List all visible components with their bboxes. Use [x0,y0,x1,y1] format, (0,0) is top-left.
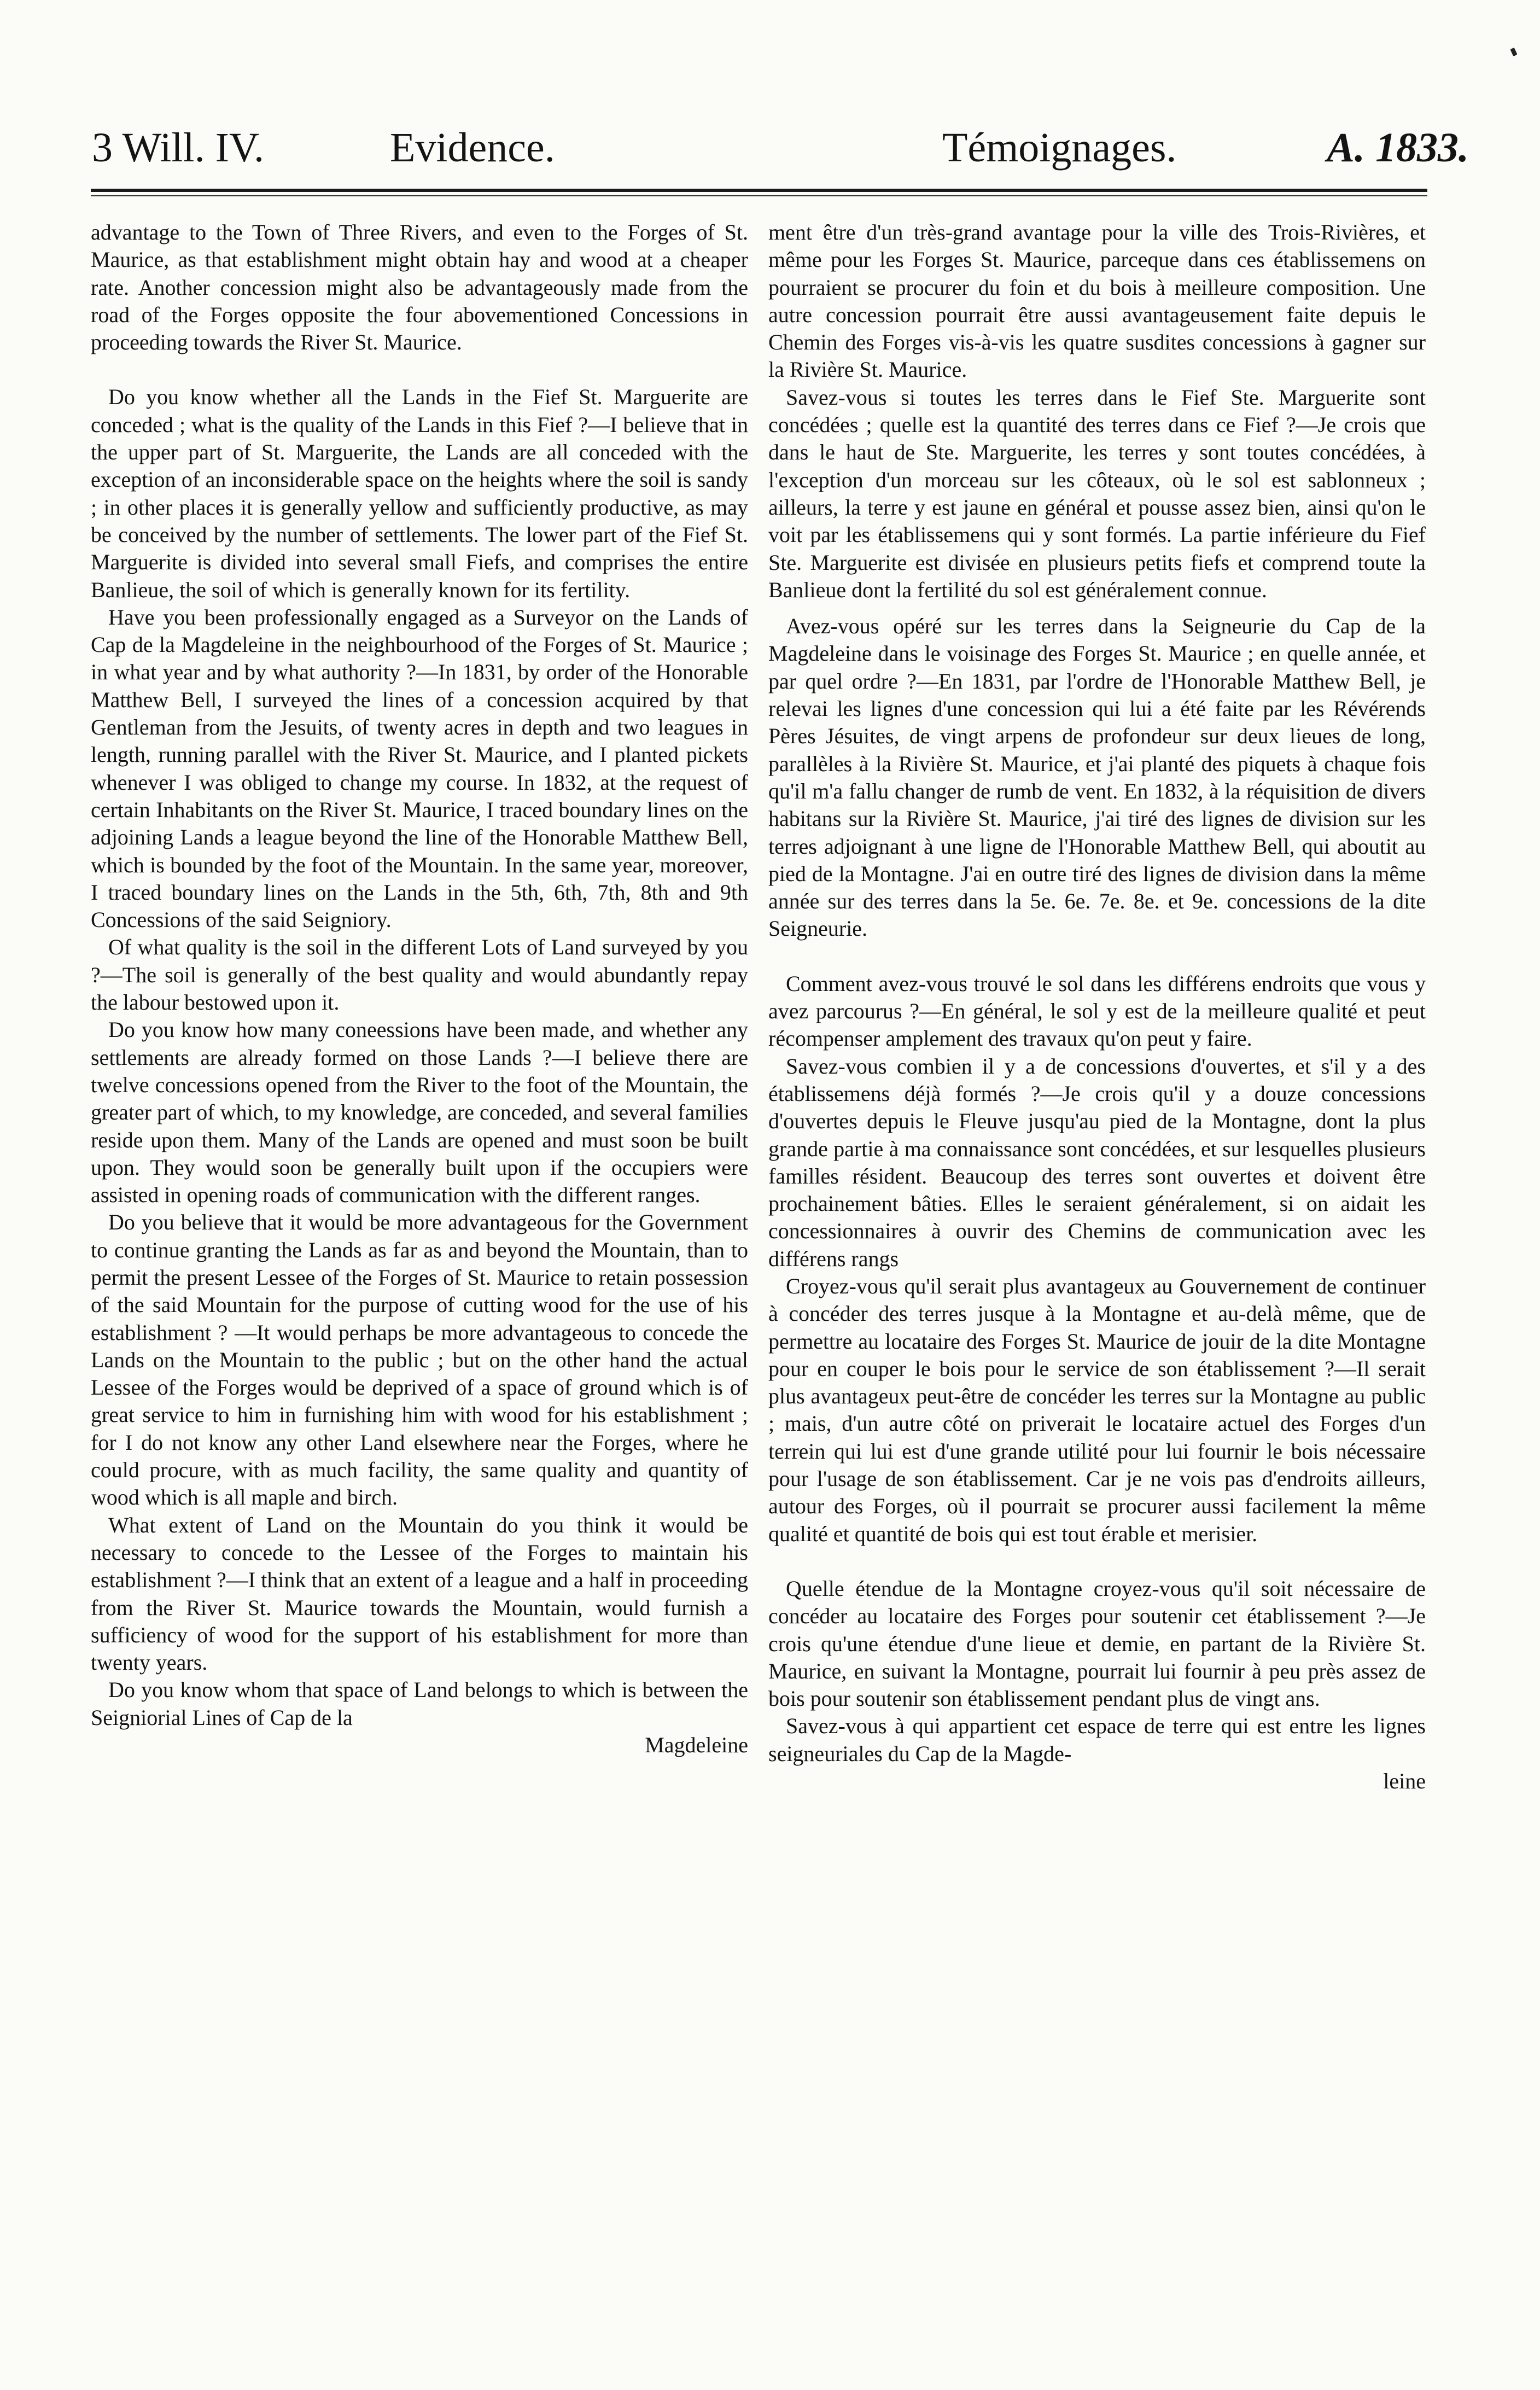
french-paragraph: Croyez-vous qu'il serait plus avantageux au Gouvernement de continuer à concéder des terres jusque à la Montagne et au-delà même, que de permettre au locataire des Forges St. Maurice de jouir de la dite Montagne pour en couper le bois pour le service de son établissement ?—Il serait plus avantageux peut-être de concéder les terres sur la Montagne au public ; mais, d'un autre côté on priverait le locataire actuel des Forges d'un terrein qui lui est d'une grande utilité pour lui fournir le bois nécessaire pour l'usage de son établissement. Car je ne vois pas d'endroits ailleurs, autour des Forges, où il pourrait se procurer aussi facilement la même qualité et quantité de bois qui est tout érable et merisier. [768,1273,1426,1546]
corner-ink-mark [1510,48,1517,56]
french-catchword: leine [1383,1769,1426,1794]
french-column [768,219,1426,1795]
english-column [91,219,748,1759]
english-paragraph: Of what quality is the soil in the different Lots of Land surveyed by you ?—The soil is generally of the best quality and would abundantly repay the labour bestowed upon it. [91,935,748,1015]
header-evidence: Evidence. [390,125,555,171]
english-paragraph: Do you know whether all the Lands in the Fief St. Marguerite are conceded ; what is the quality of the Lands in this Fief ?—I believe that in the upper part of St. Marguerite, the Lands are all conceded with the exception of an inconsiderable space on the heights where the soil is sandy ; in other places it is generally yellow and sufficiently productive, as may be conceived by the number of settlements. The lower part of the Fief St. Marguerite is divided into several small Fiefs, and comprises the entire Banlieue, the soil of which is generally known for its fertility. [91,384,748,602]
english-paragraph: Do you believe that it would be more advantageous for the Government to continue granting the Lands as far as and beyond the Mountain, than to permit the present Lessee of the Forges of St. Maurice to retain possession of the said Mountain for the purpose of cutting wood for the use of his establishment ? —It would perhaps be more advantageous to concede the Lands on the Mountain to the public ; but on the other hand the actual Lessee of the Forges would be deprived of a space of ground which is of great service to him in furnishing him with wood for his establishment ; for I do not know any other Land elsewhere near the Forges, where he could procure, with as much facility, the same quality and quantity of wood which is all maple and birch. [91,1210,748,1510]
english-catchword: Magdeleine [645,1733,748,1758]
header-year: A. 1833. [1327,125,1469,171]
english-paragraph: advantage to the Town of Three Rivers, and even to the Forges of St. Maurice, as that establishment might obtain hay and wood at a cheaper rate. Another concession might also be advantageously made from the road of the Forges opposite the four abovementioned Concessions in proceeding towards the River St. Maurice. [91,220,748,355]
english-paragraph: Have you been professionally engaged as a Surveyor on the Lands of Cap de la Magdeleine in the neighbourhood of the Forges of St. Maurice ; in what year and by what authority ?—In 1831, by order of the Honorable Matthew Bell, I surveyed the lines of a concession acquired by that Gentleman from the Jesuits, of twenty acres in depth and two leagues in length, running parallel with the River St. Maurice, and I planted pickets whenever I was obliged to change my course. In 1832, at the request of certain Inhabitants on the River St. Maurice, I traced boundary lines on the adjoining Lands a league beyond the line of the Honorable Matthew Bell, which is bounded by the foot of the Mountain. In the same year, moreover, I traced boundary lines on the Lands in the 5th, 6th, 7th, 8th and 9th Concessions of the said Seigniory. [91,604,748,932]
header-rule-thin [91,195,1427,196]
english-paragraph: Do you know whom that space of Land belongs to which is between the Seigniorial Lines of Cap de la [91,1677,748,1730]
french-paragraph: Savez-vous à qui appartient cet espace de terre qui est entre les lignes seigneuriales du Cap de la Magde- [768,1713,1426,1766]
french-paragraph: Savez-vous combien il y a de concessions d'ouvertes, et s'il y a des établissemens déjà formés ?—Je crois qu'il y a douze concessions d'ouvertes depuis le Fleuve jusqu'au pied de la Montagne, dont la plus grande partie à ma connaissance sont concédées, et sur lesquelles plusieurs familles résident. Beaucoup des terres sont ouvertes et doivent être prochainement bâties. Elles le seraient généralement, si on aidait les concessionnaires à ouvrir des Chemins de communication avec les différens rangs [768,1053,1426,1271]
french-paragraph: Avez-vous opéré sur les terres dans la Seigneurie du Cap de la Magdeleine dans le voisinage des Forges St. Maurice ; en quelle année, et par quel ordre ?—En 1831, par l'ordre de l'Honorable Matthew Bell, je relevai les lignes d'une concession qui lui a été faite par les Révérends Pères Jésuites, de vingt arpens de profondeur sur deux lieues de long, parallèles à la Rivière St. Maurice, et j'ai planté des piquets à chaque fois qu'il m'a fallu changer de rumb de vent. En 1832, à la réquisition de divers habitans sur la Rivière St. Maurice, j'ai tiré des lignes de division sur les terres adjoignant à une ligne de l'Honorable Matthew Bell, qui aboutit au pied de la Montagne. J'ai en outre tiré des lignes de division dans la même année sur des terres dans la 5e. 6e. 7e. 8e. et 9e. concessions de la dite Seigneurie. [768,614,1426,941]
english-paragraph: Do you know how many coneessions have been made, and whether any settlements are already formed on those Lands ?—I believe there are twelve concessions opened from the River to the foot of the Mountain, the greater part of which, to my knowledge, are conceded, and several families reside upon them. Many of the Lands are opened and must soon be built upon. They would soon be generally built upon if the occupiers were assisted in opening roads of communication with the different ranges. [91,1017,748,1208]
french-paragraph: ment être d'un très-grand avantage pour la ville des Trois-Rivières, et même pour les Forges St. Maurice, parceque dans ces établissemens on pourraient se procurer du foin et du bois à meilleure composition. Une autre concession pourrait être aussi avantageusement faite depuis le Chemin des Forges vis-à-vis les quatre susdites concessions à gagner sur la Rivière St. Maurice. [768,220,1426,382]
french-paragraph: Comment avez-vous trouvé le sol dans les différens endroits que vous y avez parcourus ?—En général, le sol y est de la meilleure qualité et peut récompenser amplement des travaux qu'on peut y faire. [768,971,1426,1051]
french-paragraph: Savez-vous si toutes les terres dans le Fief Ste. Marguerite sont concédées ; quelle est la quantité des terres dans ce Fief ?—Je crois que dans le haut de Ste. Marguerite, les terres y sont toutes concédées, à l'exception d'un morceau sur les côteaux, où le sol est sablonneux ; ailleurs, la terre y est jaune en général et pousse assez bien, ainsi qu'on le voit par les établissemens qui y sont formés. La partie inférieure du Fief Ste. Marguerite est divisée en plusieurs petits fiefs et comprend toute la Banlieue dont la fertilité du sol est généralement connue. [768,384,1426,602]
header-temoignages: Témoignages. [942,125,1177,171]
english-paragraph: What extent of Land on the Mountain do you think it would be necessary to concede to the Lessee of the Forges to maintain his establishment ?—I think that an extent of a league and a half in proceeding from the River St. Maurice towards the Mountain, would furnish a sufficiency of wood for the support of his establishment for more than twenty years. [91,1512,748,1675]
header-rule-thick [91,189,1427,192]
header-session: 3 Will. IV. [92,125,265,171]
french-paragraph: Quelle étendue de la Montagne croyez-vous qu'il soit nécessaire de concéder au locataire des Forges pour soutenir cet établissement ?—Je crois qu'une étendue d'une lieue et demie, en partant de la Rivière St. Maurice, en suivant la Montagne, pourrait lui fournir à peu près assez de bois pour soutenir son établissement pendant plus de vingt ans. [768,1576,1426,1711]
running-header [92,115,1514,180]
